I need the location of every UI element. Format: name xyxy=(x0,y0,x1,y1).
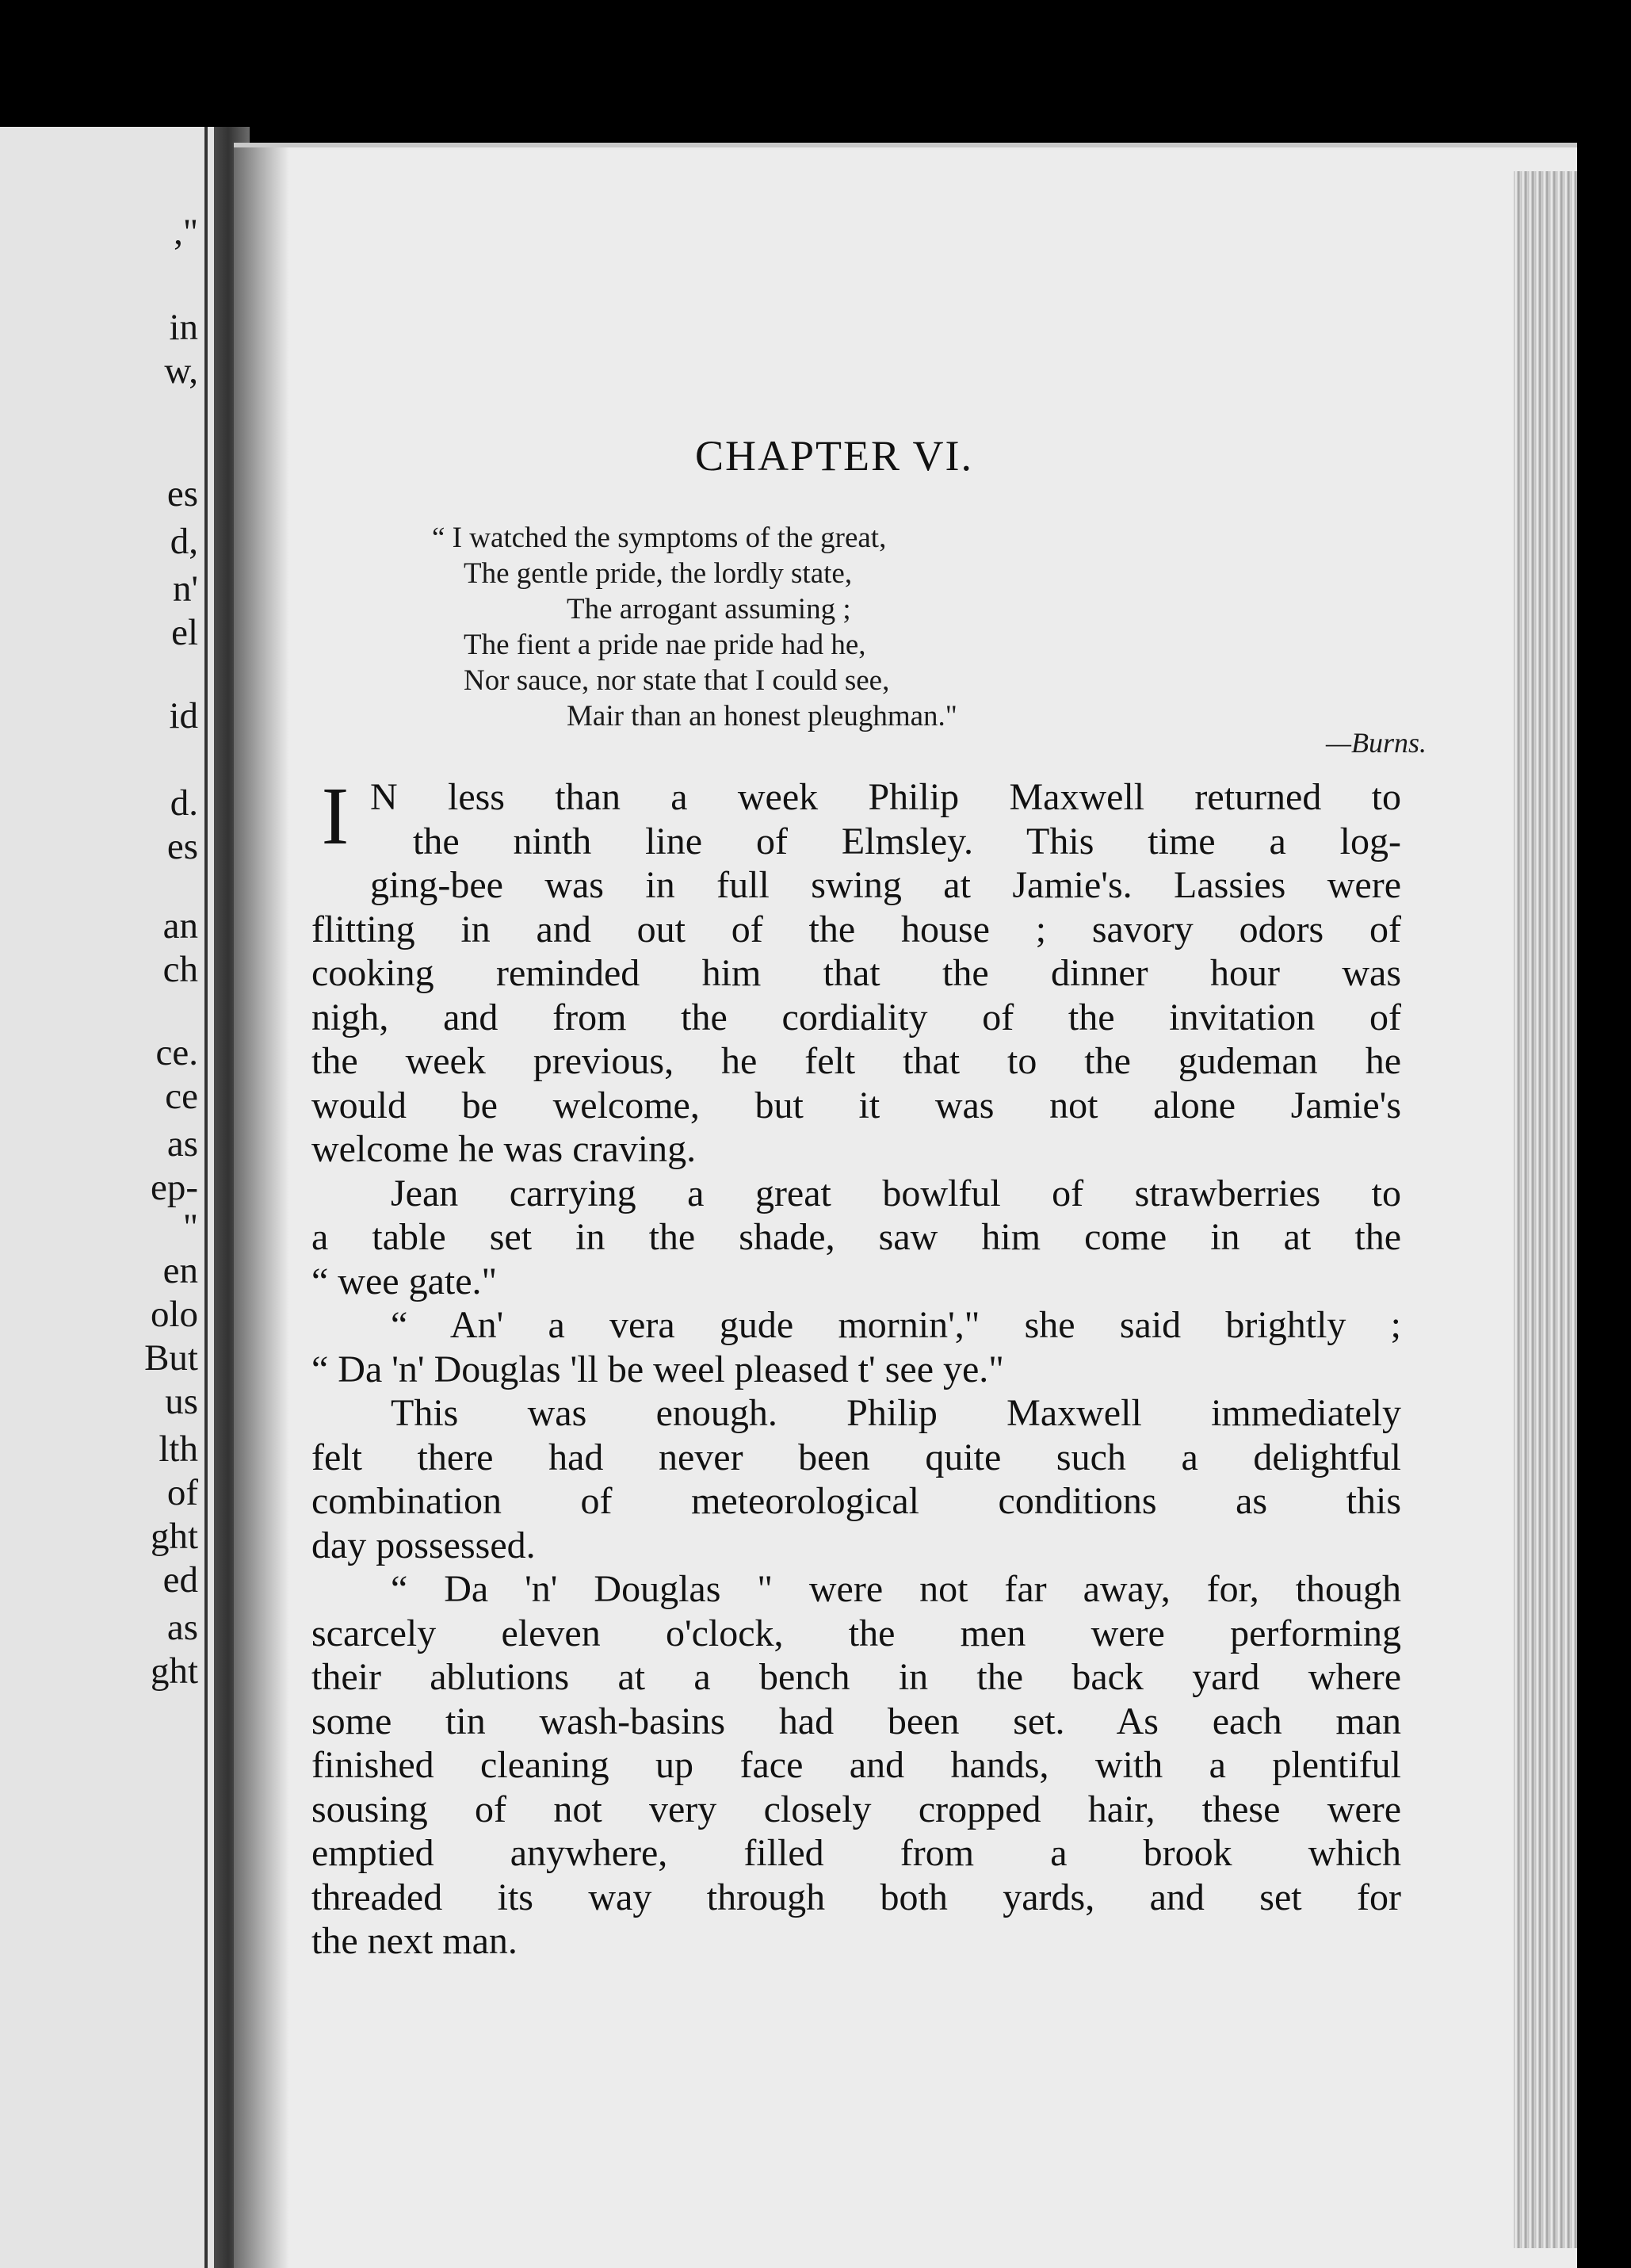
left-page-fragment: as xyxy=(166,1123,198,1165)
text-line: emptied anywhere, filled from a brook which xyxy=(311,1832,1401,1874)
text-line: “ Da 'n' Douglas " were not far away, for, though xyxy=(391,1568,1401,1610)
chapter-body-text xyxy=(311,771,1401,1964)
text-line: “ wee gate." xyxy=(311,1260,498,1302)
text-line: threaded its way through both yards, and set for xyxy=(311,1876,1401,1918)
left-page-edge xyxy=(204,127,208,2268)
text-line: the ninth line of Elmsley. This time a log- xyxy=(413,820,1401,862)
left-page-fragment: an xyxy=(162,905,198,947)
left-page-fragment: n' xyxy=(173,568,198,610)
left-page-fragment: as xyxy=(166,1607,198,1648)
text-line: felt there had never been quite such a delightful xyxy=(311,1436,1401,1478)
left-page-fragment: of xyxy=(166,1472,198,1513)
left-page-fragment: ch xyxy=(162,949,198,990)
text-line: would be welcome, but it was not alone Jamie's xyxy=(311,1084,1401,1126)
left-page-fragment: " xyxy=(182,1207,198,1248)
text-line: some tin wash-basins had been set. As each man xyxy=(311,1700,1401,1742)
text-line: their ablutions at a bench in the back yard where xyxy=(311,1656,1401,1698)
text-line: Jean carrying a great bowlful of strawberries to xyxy=(391,1172,1401,1214)
left-page-fragment: id xyxy=(169,695,198,736)
left-page-fragment: ," xyxy=(174,212,198,253)
drop-cap: I xyxy=(321,771,350,862)
left-page-fragment: el xyxy=(171,612,198,653)
text-line: “ Da 'n' Douglas 'll be weel pleased t' see ye." xyxy=(311,1348,1004,1390)
left-page-fragment: w, xyxy=(164,350,198,392)
left-page-fragment: ght xyxy=(150,1650,198,1692)
text-line: ging-bee was in full swing at Jamie's. Lassies were xyxy=(370,864,1401,906)
epigraph-line: The fient a pride nae pride had he, xyxy=(464,629,866,661)
left-page-fragment: in xyxy=(169,307,198,348)
page-edges xyxy=(1514,171,1577,2248)
text-line: the next man. xyxy=(311,1920,518,1962)
text-line: nigh, and from the cordiality of the invitation of xyxy=(311,996,1401,1038)
epigraph-attribution: —Burns. xyxy=(1325,727,1427,759)
epigraph-line: The arrogant assuming ; xyxy=(567,593,851,625)
text-line: the week previous, he felt that to the gudeman he xyxy=(311,1040,1401,1082)
text-line: flitting in and out of the house ; savory odors of xyxy=(311,908,1401,950)
left-page-fragment: ce xyxy=(165,1076,198,1117)
left-page-fragment: lth xyxy=(159,1428,198,1470)
text-line: scarcely eleven o'clock, the men were performing xyxy=(311,1612,1401,1654)
right-page xyxy=(234,143,1577,2268)
text-line: cooking reminded him that the dinner hour was xyxy=(311,952,1401,994)
left-page-fragment: ce. xyxy=(155,1032,198,1073)
left-page-fragment: d. xyxy=(170,782,198,824)
text-line: combination of meteorological conditions as this xyxy=(311,1480,1401,1522)
text-line: N less than a week Philip Maxwell returned to xyxy=(370,776,1401,818)
left-page-fragment: es xyxy=(166,826,198,867)
text-line: “ An' a vera gude mornin'," she said brightly ; xyxy=(391,1304,1401,1346)
text-line: welcome he was craving. xyxy=(311,1128,697,1170)
left-page-fragment: ep- xyxy=(150,1167,198,1208)
left-page-fragment: en xyxy=(162,1250,198,1291)
epigraph-line: “ I watched the symptoms of the great, xyxy=(432,522,887,554)
left-page-fragment: olo xyxy=(150,1294,198,1335)
epigraph-line: The gentle pride, the lordly state, xyxy=(464,557,853,590)
left-page-fragment: us xyxy=(165,1381,198,1422)
left-facing-page xyxy=(0,127,214,2268)
chapter-title: CHAPTER VI. xyxy=(694,432,974,480)
text-line: This was enough. Philip Maxwell immediately xyxy=(391,1392,1401,1434)
left-page-fragment: ed xyxy=(162,1559,198,1601)
text-line: a table set in the shade, saw him come in at the xyxy=(311,1216,1401,1258)
left-page-fragment: es xyxy=(166,473,198,514)
left-page-fragment: ght xyxy=(150,1516,198,1557)
epigraph-line: Nor sauce, nor state that I could see, xyxy=(464,664,890,697)
epigraph xyxy=(432,520,1423,734)
left-page-fragment: d, xyxy=(170,521,198,562)
text-line: finished cleaning up face and hands, with a plentiful xyxy=(311,1744,1401,1786)
epigraph-line: Mair than an honest pleughman." xyxy=(567,700,957,732)
text-line: day possessed. xyxy=(311,1524,536,1566)
text-line: sousing of not very closely cropped hair, these were xyxy=(311,1788,1401,1830)
left-page-fragment: But xyxy=(144,1337,198,1379)
